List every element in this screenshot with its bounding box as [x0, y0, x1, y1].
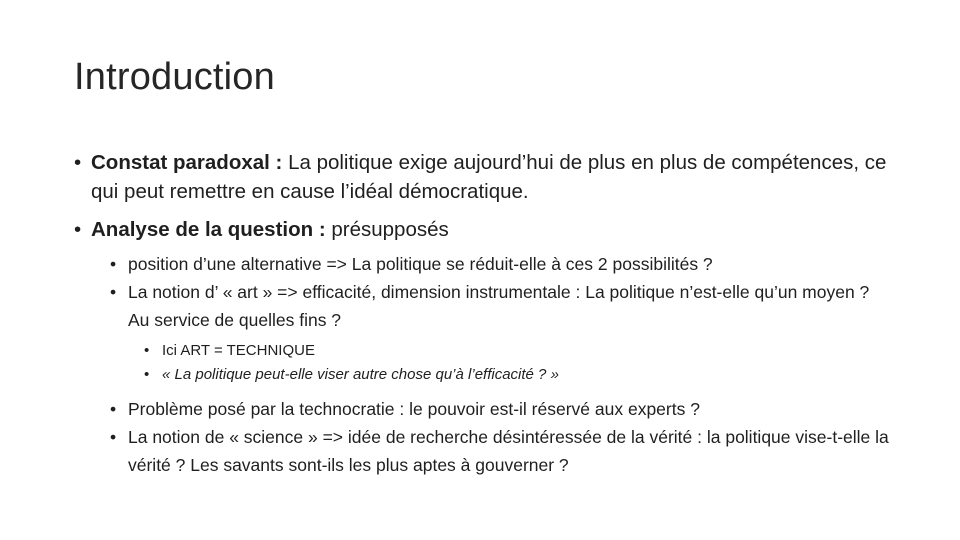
bullet-dot-icon: •	[110, 254, 117, 274]
bullet-text: La politique exige aujourd’hui de plus en plus de compétences, ce qui peut remettre en cause l’idéal démocratique.	[91, 151, 887, 203]
bullet-text: La notion de « science » => idée de recherche désintéressée de la vérité : la politique vise-t-elle la vérité ? Les savants sont-ils les plus aptes à gouverner ?	[128, 427, 889, 475]
bullet-dot-icon: •	[74, 151, 82, 174]
bullet-analyse-question	[74, 215, 894, 244]
sub-bullet-technocratie	[110, 395, 894, 423]
sub-bullet-notion-art	[110, 278, 894, 334]
bullet-constat-paradoxal	[74, 148, 894, 206]
bullet-text: présupposés	[325, 218, 449, 241]
bullet-dot-icon: •	[110, 427, 117, 447]
bullet-text: Ici ART = TECHNIQUE	[162, 342, 315, 359]
bullet-dot-icon: •	[74, 218, 82, 241]
bullet-text: Problème posé par la technocratie : le pouvoir est-il réservé aux experts ?	[128, 399, 700, 419]
sub-bullet-alternative	[110, 250, 894, 278]
bullet-text: « La politique peut-elle viser autre chose qu’à l’efficacité ? »	[162, 366, 559, 383]
sub-sub-bullet-efficacite-quote	[144, 363, 894, 387]
slide-body	[74, 148, 894, 479]
bullet-dot-icon: •	[110, 282, 117, 302]
bullet-dot-icon: •	[144, 366, 150, 383]
sub-sub-bullet-art-technique	[144, 339, 894, 363]
bullet-label: Analyse de la question :	[91, 218, 326, 241]
bullet-text: position d’une alternative => La politique se réduit-elle à ces 2 possibilités ?	[128, 254, 713, 274]
sub-bullet-notion-science	[110, 423, 894, 479]
bullet-dot-icon: •	[144, 342, 150, 359]
slide-title: Introduction	[74, 56, 275, 98]
bullet-dot-icon: •	[110, 399, 117, 419]
bullet-label: Constat paradoxal :	[91, 151, 283, 174]
bullet-text: La notion d’ « art » => efficacité, dimension instrumentale : La politique n’est-elle qu’un moyen ? Au service de quelles fins ?	[128, 282, 870, 330]
